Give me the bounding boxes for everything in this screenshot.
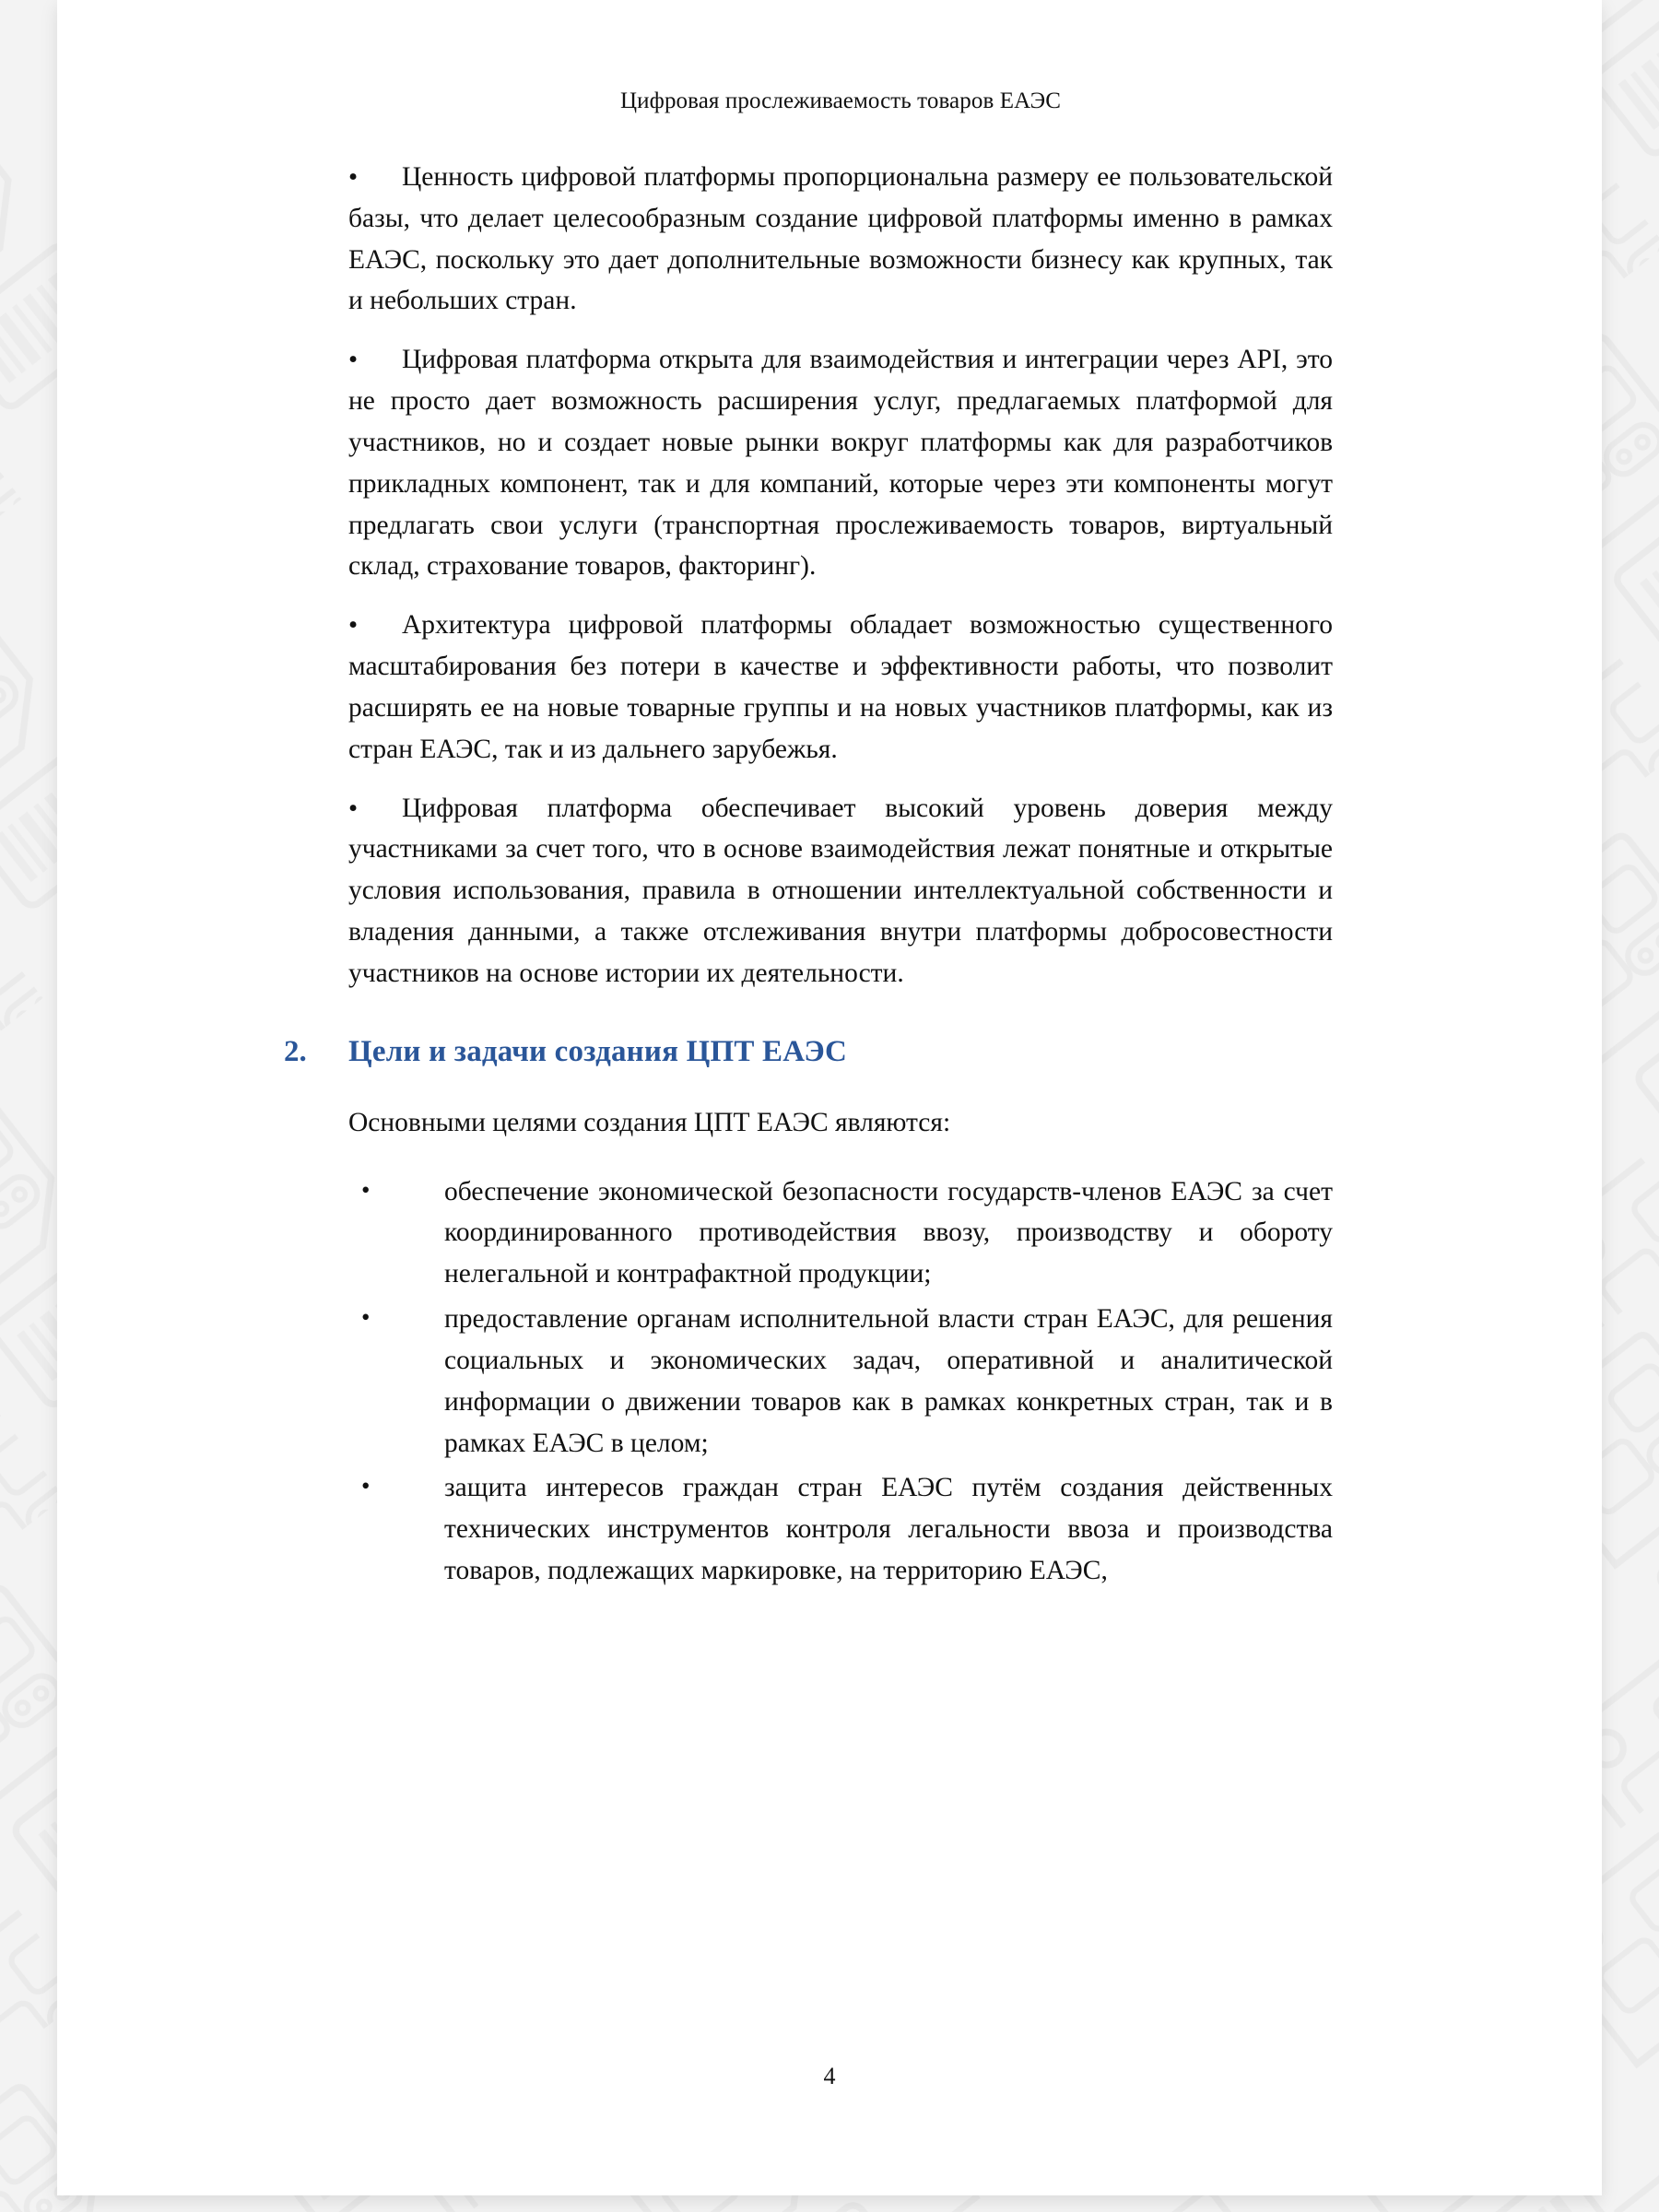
- list-item: [348, 1467, 1333, 1591]
- bullet-paragraph: [348, 605, 1333, 770]
- section-number: 2.: [284, 1034, 307, 1068]
- bullet-paragraph: [348, 339, 1333, 587]
- bullet-dot-icon: •: [361, 1303, 371, 1332]
- page-number: 4: [823, 2063, 836, 2089]
- bullet-dot-icon: •: [348, 162, 359, 192]
- section-title: Цели и задачи создания ЦПТ ЕАЭС: [348, 1034, 848, 1068]
- bullet-paragraph: [348, 788, 1333, 994]
- bullet-paragraph: [348, 157, 1333, 322]
- list-item: [348, 1299, 1333, 1464]
- paragraph-text: Архитектура цифровой платформы обладает возможностью существенного масштабирования без потери в качестве и эффективности работы, что позволит расширять ее на новые товарные группы и на новых участников платформы, как из стран ЕАЭС, так и из дальнего зарубежья.: [348, 610, 1333, 764]
- section-heading: [284, 1035, 1333, 1069]
- list-item-text: защита интересов граждан стран ЕАЭС путём создания действенных технических инструментов контроля легальности ввоза и производства товаров, подлежащих маркировке, на территорию ЕАЭС,: [444, 1473, 1333, 1586]
- running-head: Цифровая прослеживаемость товаров ЕАЭС: [620, 88, 1061, 113]
- paragraph-text: Цифровая платформа обеспечивает высокий уровень доверия между участниками за счет того, что в основе взаимодействия лежат понятные и открытые условия использования, правила в отношении интеллектуальной собственности и владения данными, а также отслеживания внутри платформы добросовестности участников на основе истории их деятельности.: [348, 793, 1333, 988]
- list-item: [348, 1171, 1333, 1295]
- bullet-dot-icon: •: [348, 793, 359, 823]
- goals-list: [348, 1171, 1333, 1592]
- section-lead-in: Основными целями создания ЦПТ ЕАЭС являются:: [348, 1107, 951, 1137]
- bullet-dot-icon: •: [348, 345, 359, 375]
- paragraph-text: Цифровая платформа открыта для взаимодействия и интеграции через API, это не просто дает возможность расширения услуг, предлагаемых платформой для участников, но и создает новые рынки вокруг платформы как для разработчиков прикладных компонент, так и для компаний, которые через эти компоненты могут предлагать свои услуги (транспортная прослеживаемость товаров, виртуальный склад, страхование товаров, факторинг).: [348, 345, 1333, 582]
- bullet-dot-icon: •: [361, 1175, 371, 1204]
- paragraph-text: Ценность цифровой платформы пропорциональна размеру ее пользовательской базы, что делает целесообразным создание цифровой платформы именно в рамках ЕАЭС, поскольку это дает дополнительные возможности бизнесу как крупных, так и небольших стран.: [348, 162, 1333, 316]
- list-item-text: обеспечение экономической безопасности государств-членов ЕАЭС за счет координированного противодействия ввозу, производству и обороту нелегальной и контрафактной продукции;: [444, 1176, 1333, 1289]
- bullet-dot-icon: •: [361, 1472, 371, 1500]
- document-page: [57, 0, 1602, 2195]
- bullet-dot-icon: •: [348, 610, 359, 641]
- list-item-text: предоставление органам исполнительной власти стран ЕАЭС, для решения социальных и экономических задач, оперативной и аналитической информации о движении товаров как в рамках конкретных стран, так и в рамках ЕАЭС в целом;: [444, 1304, 1333, 1458]
- page-content: [284, 88, 1333, 1595]
